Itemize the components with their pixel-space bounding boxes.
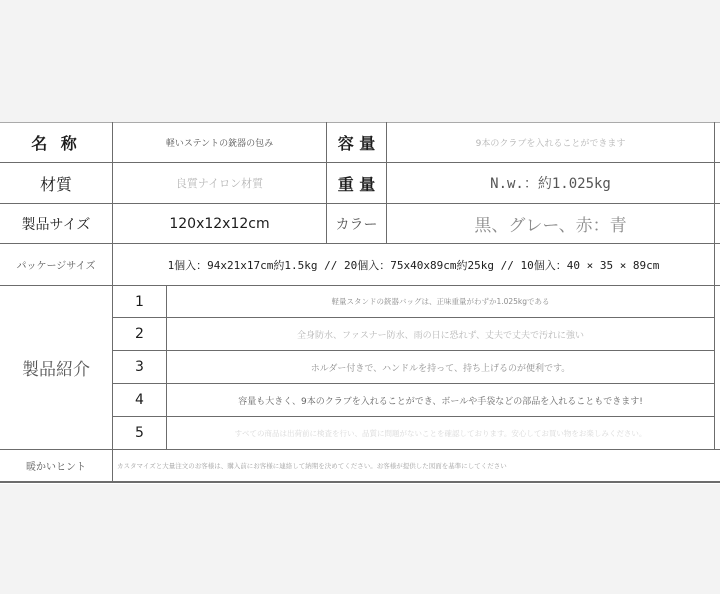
intro-item-number: 1 [135,293,144,310]
capacity-label: 容 量 [337,133,376,153]
product-size-label: 製品サイズ [21,216,91,233]
intro-item-text: すべての商品は出荷前に検査を行い、品質に問題がないことを確認しております。安心してお買い物をお楽しみください。 [234,428,647,438]
color-label: カラー [335,216,378,233]
hint-label: 暖かいヒント [26,462,86,473]
intro-item-number: 2 [135,326,144,342]
name-label: 名 称 [31,133,81,153]
intro-item-text: 軽量スタンドの銃器バッグは、正味重量がわずか1.025kgである [331,297,550,306]
top-blank-area [0,0,720,122]
material-label: 材質 [39,174,72,194]
capacity-value: 9本のクラブを入れることができます [475,138,626,149]
weight-value: N.w.：約1.025kg [490,176,611,192]
product-intro-label: 製品紹介 [22,360,90,380]
bottom-blank-area [0,484,720,594]
weight-label: 重 量 [337,174,376,194]
product-size-value: 120x12x12cm [169,215,270,232]
table-border-bottom [0,481,720,483]
material-value: 良質ナイロン材質 [175,177,264,190]
table-border-right [714,122,715,449]
intro-item-number: 3 [135,359,144,375]
name-value: 軽いステントの銃器の包み [165,138,274,149]
package-size-label: パッケージサイズ [16,261,96,272]
product-spec-table [0,122,720,484]
intro-item-number: 5 [135,425,144,441]
package-size-value: 1個入：94x21x17cm約1.5kg // 20個入：75x40x89cm約25kg // 10個入：40 × 35 × 89cm [167,258,660,272]
intro-item-number: 4 [135,392,144,408]
intro-item-text: 全身防水、ファスナー防水、雨の日に恐れず、丈夫で丈夫で汚れに強い [297,330,584,341]
color-value: 黒、グレー、赤：青 [474,216,627,236]
intro-item-text: 容量も大きく、9本のクラブを入れることができ、ボールや手袋などの部品を入れることもできます! [238,396,643,407]
intro-item-text: ホルダー付きで、ハンドルを持って、持ち上げるのが便利です。 [310,363,571,374]
hint-text: カスタマイズと大量注文のお客様は、購入前にお客様に連絡して納期を決めてください。お客様が提供した図面を基準にしてください [117,462,507,470]
